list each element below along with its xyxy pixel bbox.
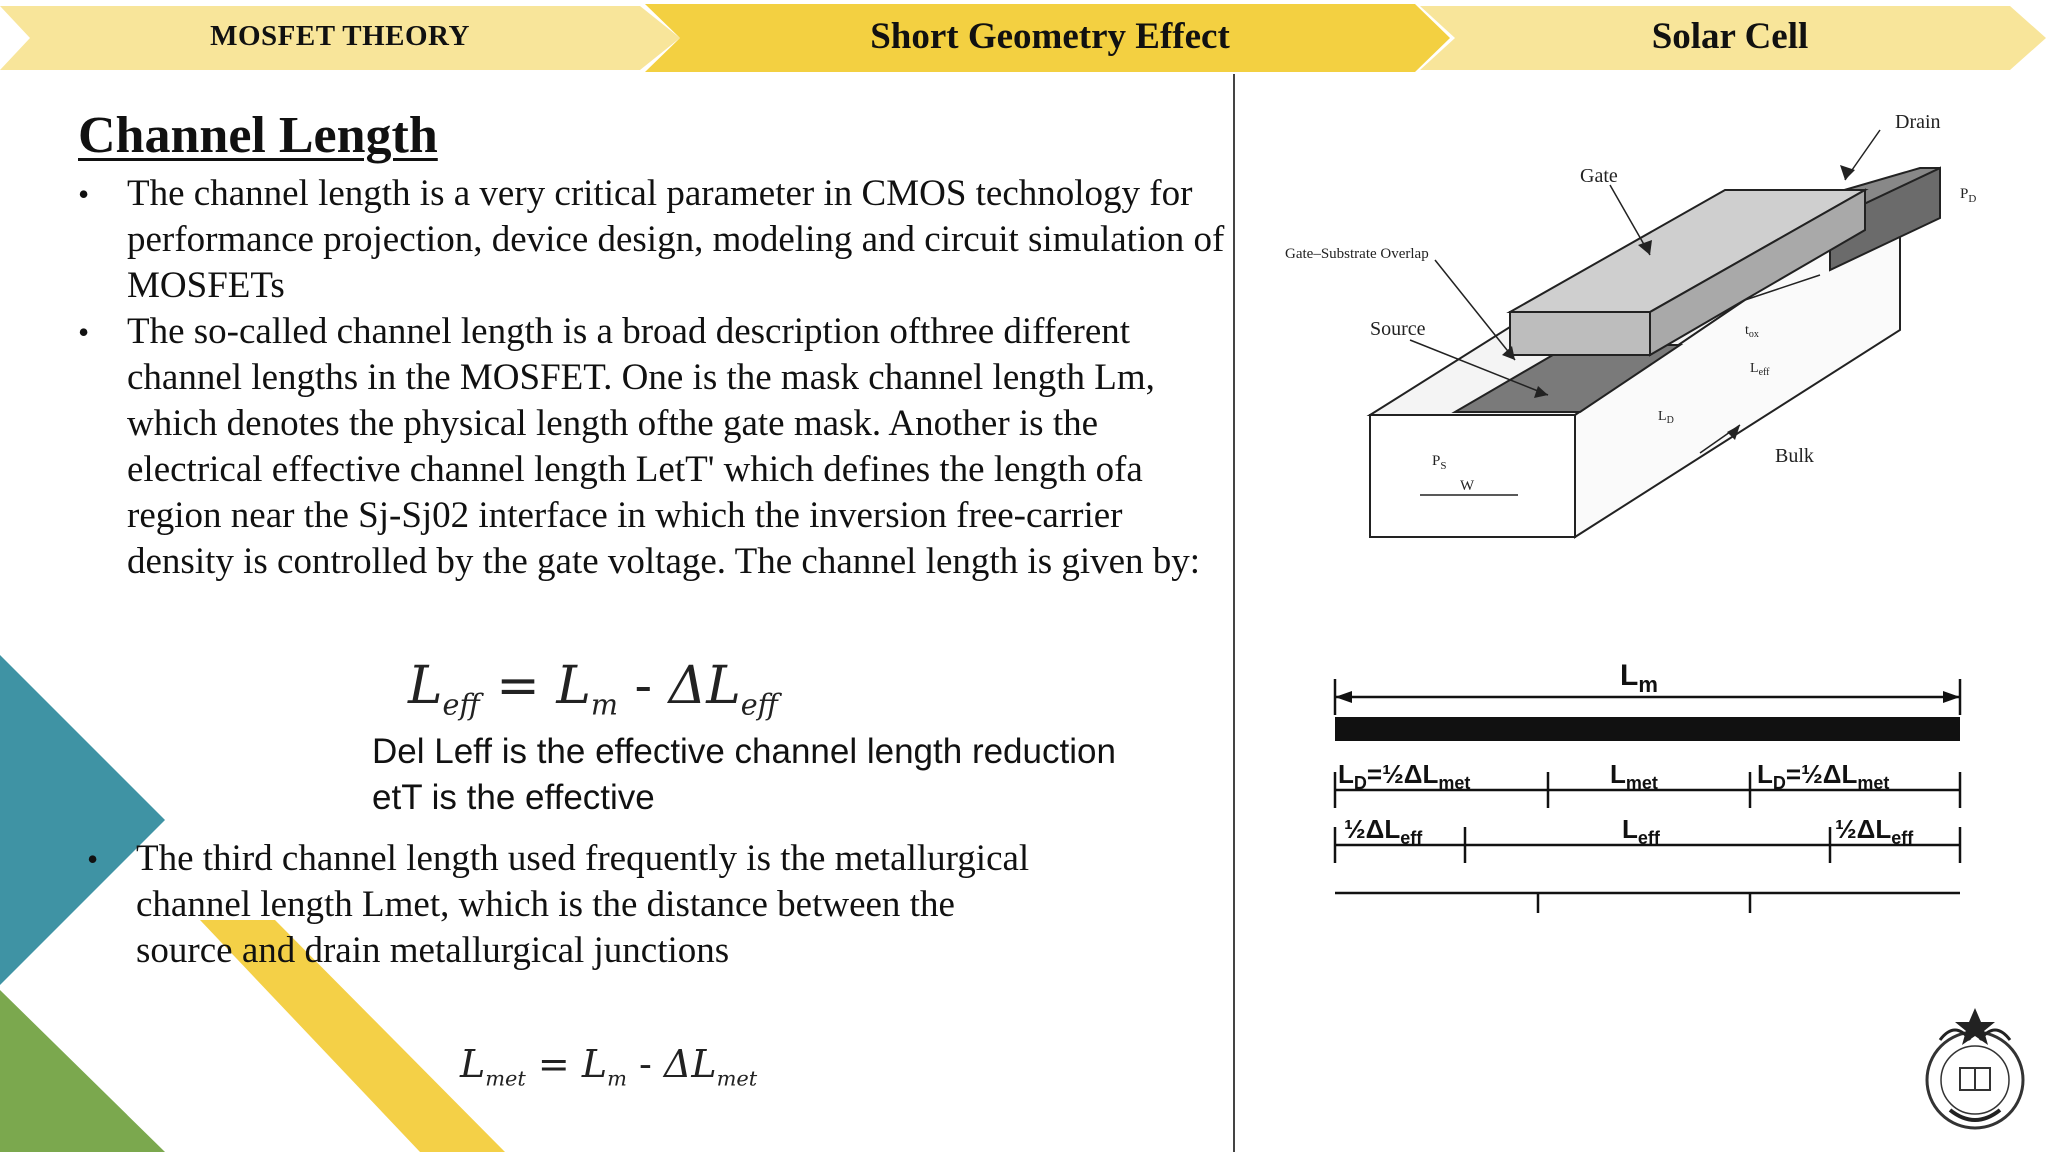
label-ld-left: $L_D=\frac{1}{2}\Delta L_{met}$ bbox=[1338, 759, 1471, 793]
eq-term: L bbox=[581, 1042, 608, 1086]
bullet-item bbox=[87, 836, 1036, 974]
eq-sub: m bbox=[590, 687, 619, 722]
label-ld-right: $L_D=\frac{1}{2}\Delta L_{met}$ bbox=[1757, 759, 1890, 793]
green-triangle bbox=[0, 990, 165, 1152]
bullet-text: The so-called channel length is a broad description ofthree different channel lengths in the MOSFET. One is the mask channel length Lm, which denotes the physical length ofthe gate mask. Another is the electrical effective channel length LetT' which defines the length ofa region near the Sj-Sj02 interface in which the inversion free-carrier density is controlled by the gate voltage. The channel length is given by: bbox=[127, 311, 1201, 582]
eq-term: L bbox=[408, 656, 443, 716]
eq-sub: m bbox=[607, 1066, 627, 1091]
label-lmet: $L_{met}$ bbox=[1610, 759, 1658, 793]
label-tox: $t_{ox}$ bbox=[1745, 323, 1759, 340]
eq-sign: - bbox=[638, 1042, 652, 1086]
label-gate-substrate-overlap: Gate–Substrate Overlap bbox=[1285, 246, 1429, 262]
bullet-text: The channel length is a very critical parameter in CMOS technology for performance projection, device design, modeling and circuit simulation of MOSFETs bbox=[127, 173, 1225, 306]
tab-short-geometry-effect[interactable]: Short Geometry Effect bbox=[870, 15, 1230, 57]
eq-sub: eff bbox=[740, 687, 778, 722]
eq-term: L bbox=[460, 1042, 486, 1086]
tab-mosfet-theory[interactable]: MOSFET THEORY bbox=[210, 19, 470, 52]
substrate-front bbox=[1370, 415, 1575, 537]
note-line: etT is the effective bbox=[372, 778, 655, 817]
tab-solar-cell[interactable]: Solar Cell bbox=[1651, 15, 1809, 57]
bullet-item bbox=[78, 309, 1237, 585]
note-line: Del Leff is the effective channel length reduction bbox=[372, 732, 1116, 771]
label-bulk: Bulk bbox=[1775, 445, 1814, 467]
label-w: W bbox=[1460, 478, 1475, 494]
eq-term: ΔL bbox=[663, 1042, 717, 1086]
label-pd: $P_D$ bbox=[1960, 186, 1977, 205]
bullet-text: The third channel length used frequently is the metallurgical channel length Lmet, which is the distance between the source and drain metallurgical junctions bbox=[136, 838, 1030, 971]
label-half-leff-left: $\frac{1}{2}\Delta L_{eff}$ bbox=[1344, 814, 1423, 848]
channel-length-dimension-figure bbox=[1320, 655, 1980, 925]
label-leff: $L_{eff}$ bbox=[1622, 814, 1660, 848]
gate-bar bbox=[1335, 717, 1960, 741]
eq-sign: = bbox=[496, 656, 540, 716]
bullet-dot: • bbox=[78, 314, 90, 350]
bullet-dot: • bbox=[78, 176, 90, 212]
label-source: Source bbox=[1370, 318, 1426, 340]
bullet-item bbox=[78, 171, 1237, 309]
university-logo bbox=[1915, 1000, 2035, 1140]
eq-sub: eff bbox=[442, 687, 480, 722]
bullet-list-top bbox=[78, 171, 1237, 585]
bullet-dot: • bbox=[87, 841, 99, 877]
label-ld: $L_D$ bbox=[1658, 409, 1674, 426]
eq-term: L bbox=[556, 656, 591, 716]
label-gate: Gate bbox=[1580, 165, 1618, 187]
label-lm: $L_m$ bbox=[1620, 659, 1658, 697]
eq-sub: met bbox=[716, 1066, 758, 1091]
eq-sign: - bbox=[634, 656, 653, 716]
page-title: Channel Length bbox=[78, 107, 438, 164]
gate-front bbox=[1510, 312, 1650, 355]
eq-sign: = bbox=[537, 1042, 570, 1086]
equation-lmet bbox=[460, 1042, 757, 1090]
eq-term: ΔL bbox=[668, 656, 741, 716]
eq-sub: met bbox=[485, 1066, 526, 1091]
label-ps: $P_S$ bbox=[1432, 453, 1447, 472]
equation-leff bbox=[408, 656, 778, 721]
label-half-leff-right: $\frac{1}{2}\Delta L_{eff}$ bbox=[1835, 814, 1914, 848]
mosfet-3d-figure bbox=[1280, 100, 2000, 560]
label-leff: $L_{eff}$ bbox=[1750, 361, 1770, 378]
label-drain: Drain bbox=[1895, 111, 1941, 133]
bullet-list-bottom bbox=[87, 836, 1036, 974]
